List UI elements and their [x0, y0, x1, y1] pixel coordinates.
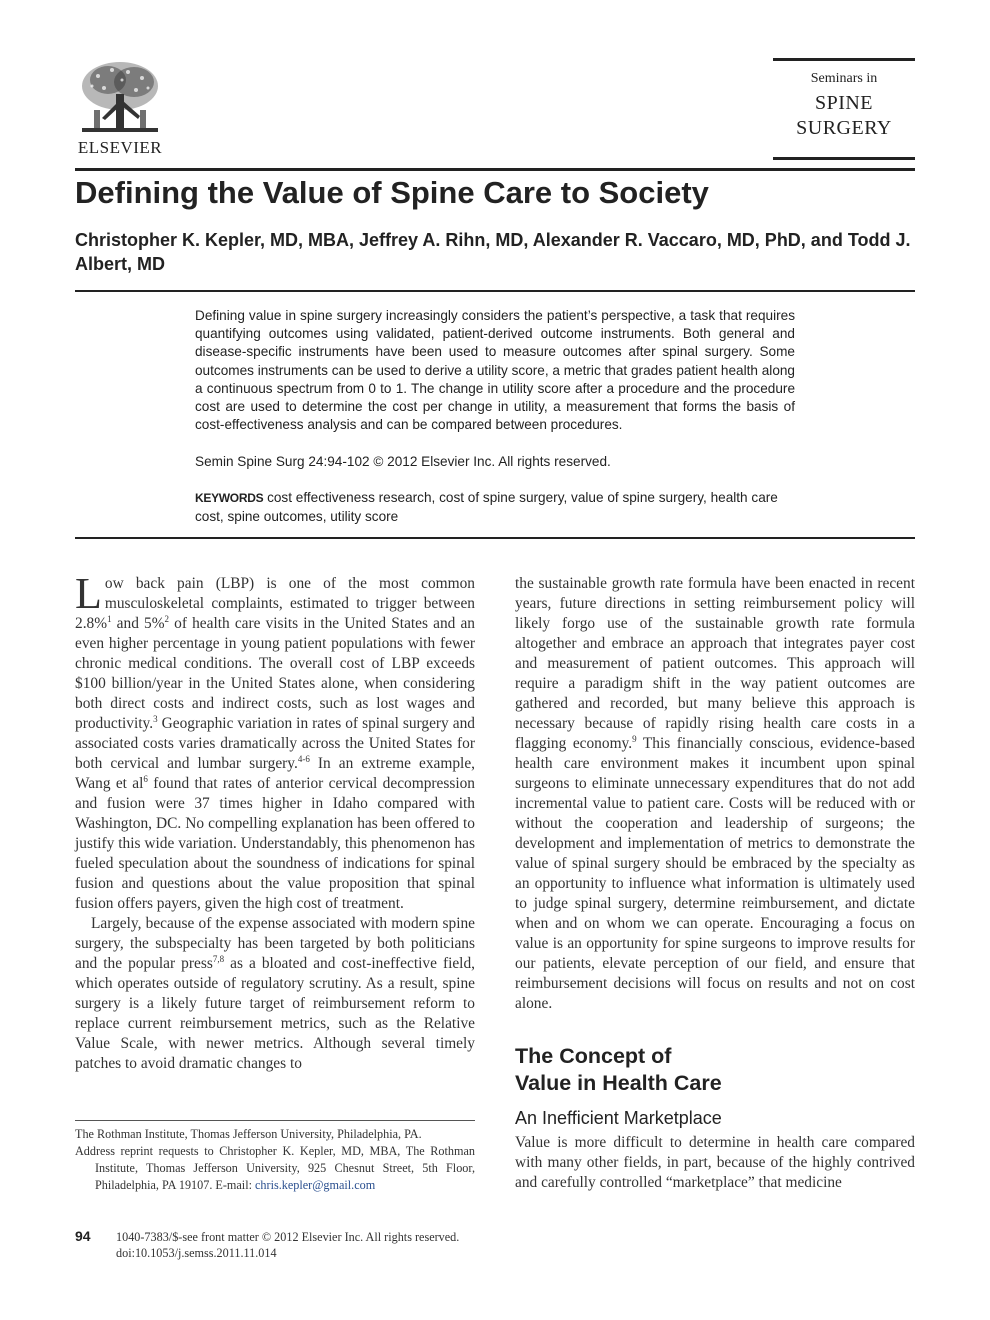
reference-link[interactable]: 9	[632, 734, 637, 744]
journal-masthead	[773, 58, 915, 160]
section-heading	[515, 1043, 915, 1097]
abstract: Defining value in spine surgery increasingly considers the patient’s perspective, a task that requires quantifying outcomes using validated, patient-derived outcome instruments. Both general and disease-specific instruments have been used to measure outcomes after spinal surgery. Some outcomes instruments can be used to derive a utility score, a metric that grades patient health along a continuous spectrum from 0 to 1. The change in utility score after a procedure and the procedure cost are used to determine the cost per change in utility, a measurement that forms the basis of cost-effectiveness analysis and can be compared between procedures.	[195, 308, 795, 433]
journal-name-line2: SURGERY	[796, 117, 892, 139]
body-column-left	[75, 569, 475, 1074]
copyright-info	[116, 1229, 536, 1261]
text-run: In an extreme example, Wang et al	[75, 755, 475, 792]
publisher-name: ELSEVIER	[77, 138, 163, 157]
keywords	[195, 489, 795, 526]
reference-link[interactable]: 4-6	[297, 754, 310, 764]
email-link[interactable]: chris.kepler@gmail.com	[255, 1178, 376, 1192]
text-run: Geographic variation in rates of spinal surgery and associated costs varies dramatically across the United States for both cervical and lumbar surgery.	[75, 715, 475, 772]
footnotes	[75, 1126, 475, 1194]
body-paragraph-2-start	[75, 914, 475, 1074]
footnote-rule	[75, 1120, 475, 1121]
correspondence-note	[75, 1143, 475, 1194]
affiliation-note: The Rothman Institute, Thomas Jefferson University, Philadelphia, PA.	[75, 1127, 422, 1141]
text-run: and 5%	[111, 615, 165, 632]
text-run: as a bloated and cost-ineffective field, which operates outside of regulatory scrutiny. As a result, spine surgery is a likely future target of reimbursement reform to replace current reimbursement metrics, such as the Relative Value Scale, with newer metrics. Although several timely patches to avoid dramatic changes to	[75, 955, 475, 1072]
text-run: of health care visits in the United States and an even higher percentage in young patient populations with fewer chronic medical conditions. The overall cost of LBP exceeds $100 billion/year in the United States alone, when considering both direct costs and indirect costs, such as lost wages and productivity.	[75, 615, 475, 732]
reference-link[interactable]: 6	[143, 774, 148, 784]
reference-link[interactable]: 7,8	[212, 954, 225, 964]
text-run: Largely, because of the expense associated with modern spine surgery, the subspecialty has been targeted by both politicians and the popular press	[75, 915, 475, 972]
journal-prefix: Seminars in	[810, 71, 878, 86]
citation: Semin Spine Surg 24:94-102 © 2012 Elsevier Inc. All rights reserved.	[195, 454, 611, 469]
subsection-heading: An Inefficient Marketplace	[515, 1108, 722, 1128]
section-heading-line2: Value in Health Care	[515, 1071, 722, 1095]
body-paragraph-3: Value is more difficult to determine in health care compared with many other fields, in part, because of the highly contrived and carefully controlled “marketplace” that medicine	[515, 1134, 915, 1191]
doi-line: doi:10.1053/j.semss.2011.11.014	[116, 1246, 277, 1260]
body-column-right	[515, 574, 915, 1014]
abstract-rule-top	[75, 290, 915, 292]
header-rule	[75, 168, 915, 171]
body-paragraph-2-continued	[515, 574, 915, 1014]
keywords-label: KEYWORDS	[195, 491, 264, 505]
text-run: ow back pain (LBP) is one of the most common musculoskeletal complaints, estimated to trigger between 2.8%	[75, 575, 475, 632]
abstract-rule-bottom	[75, 537, 915, 539]
page-number: 94	[75, 1228, 91, 1244]
text-run: This financially conscious, evidence-based health care environment makes it incumbent upon spinal surgeons to eliminate unnecessary expenditures that do not add incremental value to patient care. Costs will be reduced with or without the cooperation and leadership of surgeons; the development and implementation of metrics to demonstrate the value of spinal surgery should be embraced by the specialty as an opportunity to influence what information is ultimately used to judge spinal surgery, determine reimbursement, and dictate when and on whom we can operate. Encouraging a focus on value is an opportunity for spine surgeons to improve results for our patients, elevate perception of our field, and ensure that reimbursement decisions will focus on results and not on cost alone.	[515, 735, 916, 1012]
elsevier-tree-icon	[78, 60, 162, 136]
journal-name-line1: SPINE	[814, 92, 874, 114]
reference-link[interactable]: 2	[164, 614, 170, 624]
section-heading-line1: The Concept of	[515, 1044, 672, 1068]
reference-link[interactable]: 1	[107, 614, 112, 624]
keywords-list: cost effectiveness research, cost of spine surgery, value of spine surgery, health care cost, spine outcomes, utility score	[195, 490, 778, 524]
article-title: Defining the Value of Spine Care to Society	[75, 175, 709, 210]
article-authors: Christopher K. Kepler, MD, MBA, Jeffrey A. Rihn, MD, Alexander R. Vaccaro, MD, PhD, and Todd J. Albert, MD	[75, 230, 911, 274]
issn-line: 1040-7383/$-see front matter © 2012 Elsevier Inc. All rights reserved.	[116, 1230, 460, 1244]
drop-cap: L	[75, 569, 102, 618]
text-run: found that rates of anterior cervical decompression and fusion were 37 times higher in Idaho compared with Washington, DC. No compelling explanation has been offered to justify this wide variation. Understandably, this phenomenon has fueled speculation about the soundness of indications for spinal fusion and questions about the value proposition that spinal fusion offers payers, given the high cost of treatment.	[75, 775, 475, 912]
elsevier-logo	[74, 60, 166, 158]
correspondence-address: Address reprint requests to Christopher K. Kepler, MD, MBA, The Rothman Institute, Thomas Jefferson University, 925 Chesnut Street, 5th Floor, Philadelphia, PA 19107. E-mail:	[75, 1144, 475, 1192]
text-run: the sustainable growth rate formula have been enacted in recent years, future directions in setting reimbursement policy will likely forgo use of the sustainable growth rate formula altogether and embrace an approach that integrates payer cost and measurement of patient outcomes. This approach will require a paradigm shift in the way patient outcomes are gathered and recorded, but many believe this approach is necessary because of rapidly rising health care costs in a flagging economy.	[515, 575, 915, 752]
reference-link[interactable]: 3	[153, 714, 158, 724]
body-paragraph-1	[75, 569, 475, 914]
